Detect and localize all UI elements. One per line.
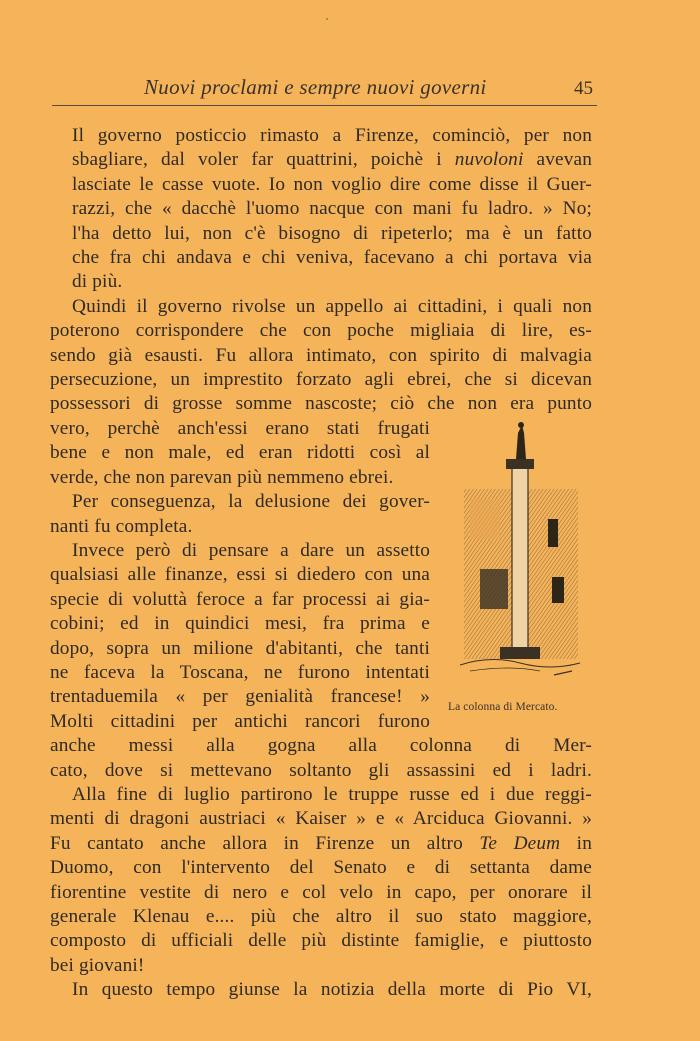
paragraph-1 (50, 124, 592, 295)
text-line: di più. (72, 271, 123, 293)
text-line: sendo già esausti. Fu allora intimato, con spirito di malvagia (50, 344, 592, 366)
text-line: Il governo posticcio rimasto a Firenze, cominciò, per non (72, 125, 592, 146)
text-run: Fu cantato anche allora in Firenze un altro (50, 832, 480, 854)
text-line: qualsiasi alle finanze, essi si diedero con una (50, 564, 430, 586)
italic-term: nuvoloni (454, 149, 524, 171)
text-line: composto di ufficiali delle più distinte famiglie, e piuttosto (50, 930, 592, 952)
text-line: l'ha detto lui, non c'è bisogno di ripeterlo; ma è un fatto (72, 222, 592, 244)
text-line: vero, perchè anch'essi erano stati frugati (50, 417, 430, 439)
text-line: poterono corrispondere che con poche migliaia di lire, es- (50, 320, 592, 342)
running-header (52, 75, 597, 106)
column-illustration (460, 419, 582, 681)
text-line: ne faceva la Toscana, ne furono intentati (50, 661, 430, 683)
text-line: In questo tempo giunse la notizia della morte di Pio VI, (72, 979, 592, 1001)
text-run: avevan (523, 149, 592, 171)
text-line: anche messi alla gogna alla colonna di Mer- (50, 735, 592, 757)
text-run: in (560, 832, 592, 854)
paragraph-2 (50, 295, 592, 417)
text-line: Per conseguenza, la delusione dei gover- (72, 491, 430, 513)
page-number: 45 (574, 78, 593, 99)
italic-term: Te Deum (479, 832, 561, 854)
body-text (50, 124, 592, 1003)
paragraph-6 (50, 978, 592, 1002)
text-line: trentaduemila « per genialità francese! » (50, 686, 430, 708)
text-line: possessori di grosse somme nascoste; ciò che non era punto (50, 393, 592, 415)
illustration-figure (448, 419, 598, 711)
text-line: cobini; ed in quindici mesi, fra prima e (50, 613, 430, 635)
text-line: Invece però di pensare a dare un assetto (72, 539, 430, 561)
text-line: lasciate le casse vuote. Io non voglio dire come disse il Guer- (72, 173, 592, 195)
running-title: Nuovi proclami e sempre nuovi governi (144, 75, 487, 99)
text-line: fiorentine vestite di nero e col velo in capo, per onorare il (50, 881, 592, 903)
text-line: specie di voluttà feroce a far processi ai gia- (50, 588, 430, 610)
text-line: generale Klenau e.... più che altro il suo stato maggiore, (50, 906, 592, 927)
text-line: Quindi il governo rivolse un appello ai cittadini, i quali non (72, 295, 592, 317)
paragraph-5 (50, 783, 592, 978)
text-line: dopo, sopra un milione d'abitanti, che tanti (50, 637, 430, 659)
text-line: Molti cittadini per antichi rancori furono (50, 710, 430, 732)
text-line (50, 148, 592, 172)
page-speck (326, 18, 328, 20)
text-run: sbagliare, dal voler far quattrini, poichè i (72, 149, 455, 171)
text-line: verde, che non parevan più nemmeno ebrei. (50, 466, 394, 488)
figure-caption: La colonna di Mercato. (448, 700, 558, 713)
text-line: persecuzione, un imprestito forzato agli ebrei, che si dicevan (50, 369, 592, 391)
text-line: Duomo, con l'intervento del Senato e di settanta dame (50, 857, 592, 879)
text-line: razzi, che « dacchè l'uomo nacque con mani fu ladro. » No; (72, 198, 592, 220)
text-line: Alla fine di luglio partirono le truppe russe ed i due reggi- (72, 783, 592, 805)
text-line: bei giovani! (50, 954, 145, 976)
text-line: che fra chi andava e chi veniva, facevano a chi portava via (72, 247, 592, 269)
text-line: bene e non male, ed eran ridotti così al (50, 442, 430, 464)
text-line (50, 832, 592, 856)
text-line: nanti fu completa. (50, 515, 193, 537)
text-line: cato, dove si mettevano soltanto gli assassini ed i ladri. (50, 759, 592, 781)
text-line: menti di dragoni austriaci « Kaiser » e « Arciduca Giovanni. » (50, 808, 592, 830)
